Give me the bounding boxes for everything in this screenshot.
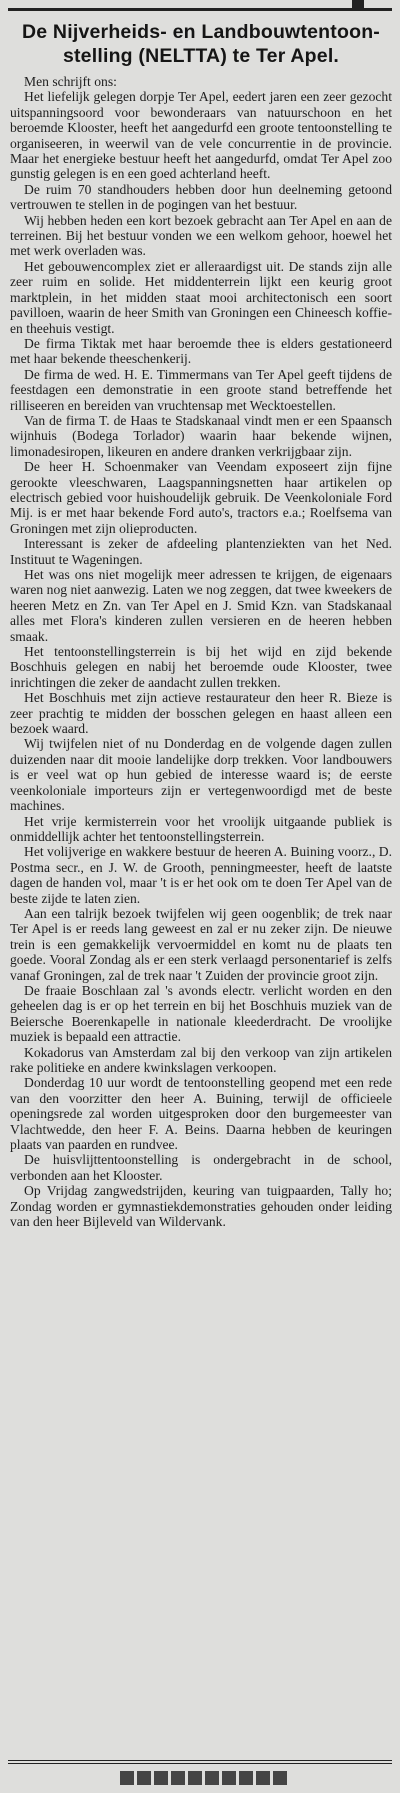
- next-headline-fragment: [120, 1771, 290, 1785]
- article: [10, 20, 392, 1229]
- paragraph: Van de firma T. de Haas te Stadskanaal vindt men er een Spaansch wijnhuis (Bodega Torlador) waarin haar bekende wijnen, limonadesiropen, likeuren en andere dranken verkrijgbaar zijn.: [10, 412, 392, 459]
- paragraph: Het tentoonstellingsterrein is bij het wijd en zijd bekende Boschhuis gelegen en nabij het beroemde oude Klooster, twee inrichtingen die zeker de aandacht zullen trekken.: [10, 644, 392, 690]
- top-rule: [8, 8, 392, 11]
- bottom-rule: [8, 1760, 392, 1764]
- headline: [10, 20, 392, 68]
- paragraph: Wij twijfelen niet of nu Donderdag en de volgende dagen zullen duizenden naar dit mooie landelijke dorp trekken. Voor landbouwers is er veel wat op hun gebied de interesse waard is; de eerste veenkoloniale importeurs zijn er vertegenwoordigd met de beste machines.: [10, 736, 392, 814]
- top-rule-notch: [352, 0, 364, 11]
- paragraph: De firma Tiktak met haar beroemde thee is elders gestationeerd met haar bekende theeschenkerij.: [10, 335, 392, 367]
- paragraph: De firma de wed. H. E. Timmermans van Ter Apel geeft tijdens de feestdagen een demonstratie in een groote stand betreffende het rilliseeren en bereiden van vruchtensap met Wecktoestellen.: [10, 366, 392, 413]
- paragraph: Interessant is zeker de afdeeling plantenziekten van het Ned. Instituut te Wageningen.: [10, 536, 392, 567]
- paragraph: Kokadorus van Amsterdam zal bij den verkoop van zijn artikelen rake politieke en andere kwinkslagen verkoopen.: [10, 1044, 392, 1075]
- paragraph: Het was ons niet mogelijk meer adressen te krijgen, de eigenaars waren nog niet aanwezig. Laten we nog zeggen, dat twee kweekers de heeren Metz en Zn. van Ter Apel en J. Smid Kzn. van Stadskanaal alles met Flora's kinderen zullen versieren en de heeren hebben smaak.: [10, 567, 392, 644]
- headline-line: De Nijverheids- en Landbouwtentoon-: [21, 21, 380, 43]
- paragraph: De huisvlijttentoonstelling is ondergebracht in de school, verbonden aan het Klooster.: [10, 1152, 392, 1183]
- paragraph: De heer H. Schoenmaker van Veendam exposeert zijn fijne gerookte vleeschwaren, Laagspanningsnetten haar artikelen op electrisch gebied voor huishoudelijk gebruik. De Veenkoloniale Ford Mij. is er met haar bekende Ford auto's, tractors e.a.; Roelfsema van Groningen met zijn olieproducten.: [10, 459, 392, 536]
- paragraph: Aan een talrijk bezoek twijfelen wij geen oogenblik; de trek naar Ter Apel is er reeds lang geweest en zal er nu zeker zijn. De nieuwe trein is een gemakkelijk vervoermiddel en komt nu de plaats ten goede. Vooral Zondag als er een sterk verlaagd personentarief is zelfs vanaf Groningen, zal de trek naar 't Zuiden der provincie groot zijn.: [10, 905, 392, 983]
- paragraph: Het Boschhuis met zijn actieve restaurateur den heer R. Bieze is zeer prachtig te midden der bosschen gelegen en haast alleen een bezoek waard.: [10, 690, 392, 737]
- paragraph: Het volijverige en wakkere bestuur de heeren A. Buining voorz., D. Postma secr., en J. W. de Grooth, penningmeester, heeft de laatste dagen de handen vol, maar 't is er het ook om te doen Ter Apel van de beste zijde te laten zien.: [10, 844, 392, 906]
- paragraph: Op Vrijdag zangwedstrijden, keuring van tuigpaarden, Tally ho; Zondag worden er gymnastiekdemonstraties gehouden onder leiding van den heer Bijleveld van Wildervank.: [10, 1183, 392, 1230]
- paragraph: Wij hebben heden een kort bezoek gebracht aan Ter Apel en aan de terreinen. Bij het bestuur vonden we een welkom gehoor, hoewel het met werk overladen was.: [10, 212, 392, 259]
- paragraph: Het liefelijk gelegen dorpje Ter Apel, eedert jaren een zeer gezocht uitspanningsoord voor bewonderaars van natuurschoon en het beroemde Klooster, heeft het aangedurfd een groote tentoonstelling te organiseeren, in weerwil van de vele concurrentie in de provincie. Maar het energieke bestuur heeft het aangedurfd, omdat Ter Apel zoo gunstig gelegen is en een goed achterland heeft.: [10, 89, 392, 182]
- paragraph: Het gebouwencomplex ziet er alleraardigst uit. De stands zijn alle zeer ruim en solide. Het middenterrein lijkt een keurig groot marktplein, in het midden staat mooi architectonisch een soort pavilloen, waarin de heer Smith van Groningen een Chineesch koffie- en theehuis vestigt.: [10, 258, 392, 336]
- paragraph: Donderdag 10 uur wordt de tentoonstelling geopend met een rede van den voorzitter den heer A. Buining, terwijl de officieele openingsrede zal worden uitgesproken door den burgemeester van Vlachtwedde, den heer F. A. Beins. Daarna hebben de keuringen plaats van paarden en rundvee.: [10, 1075, 392, 1153]
- article-body: [10, 74, 392, 1229]
- paragraph: Men schrijft ons:: [24, 74, 117, 89]
- headline-line: stelling (NELTTA) te Ter Apel.: [62, 45, 340, 67]
- paragraph: Het vrije kermisterrein voor het vroolijk uitgaande publiek is onmiddellijk achter het tentoonstellingsterrein.: [10, 813, 392, 844]
- paragraph: De ruim 70 standhouders hebben door hun deelneming getoond vertrouwen te stellen in de pogingen van het bestuur.: [10, 181, 392, 213]
- paragraph: De fraaie Boschlaan zal 's avonds electr. verlicht worden en den geheelen dag is er op het terrein en bij het Boschhuis muziek van de Beiersche Boerenkapelle in nationale kleederdracht. De vroolijke muziek is bepaald een attractie.: [10, 982, 392, 1045]
